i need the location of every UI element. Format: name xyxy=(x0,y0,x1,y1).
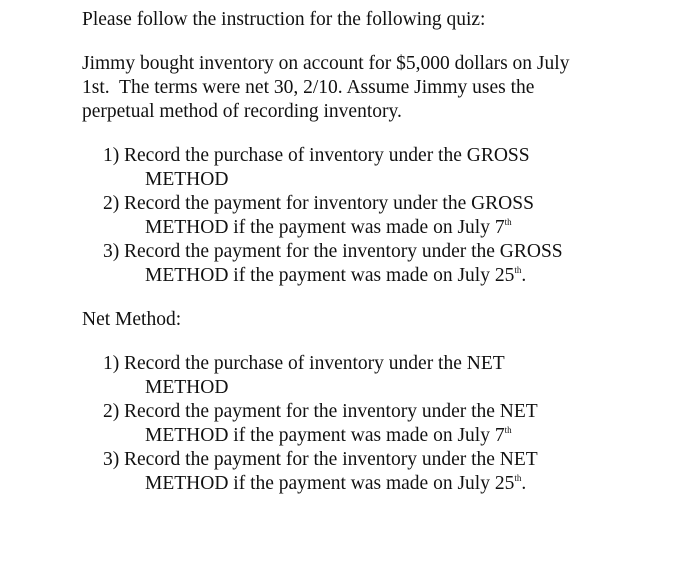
item-number: 3) xyxy=(103,449,120,470)
item-text-line: Record the payment for the inventory under the GROSS xyxy=(124,241,563,262)
item-text-line: Record the payment for the inventory under the NET xyxy=(124,449,538,470)
scenario-line: Jimmy bought inventory on account for $5,000 dollars on July xyxy=(82,53,570,74)
ordinal-suffix: th xyxy=(514,473,522,483)
item-text-line: METHOD xyxy=(145,377,229,398)
item-number: 2) xyxy=(103,193,120,214)
ordinal-suffix: th xyxy=(504,425,512,435)
item-number: 2) xyxy=(103,401,120,422)
list-item xyxy=(82,192,682,240)
item-text: METHOD if the payment was made on July 7 xyxy=(145,217,505,238)
ordinal-suffix: th xyxy=(514,265,522,275)
item-text-line xyxy=(124,264,682,288)
item-text-line: Record the purchase of inventory under the NET xyxy=(124,353,505,374)
item-text-line: Record the purchase of inventory under the GROSS xyxy=(124,145,530,166)
item-number: 1) xyxy=(103,145,120,166)
spacer xyxy=(82,288,682,308)
item-text-line xyxy=(124,216,682,240)
list-item xyxy=(82,400,682,448)
intro-text: Please follow the instruction for the following quiz: xyxy=(82,9,486,30)
item-text-line xyxy=(124,472,682,496)
item-text-line: Record the payment for inventory under the GROSS xyxy=(124,193,534,214)
spacer xyxy=(82,332,682,352)
ordinal-suffix: th xyxy=(504,217,512,227)
item-number: 3) xyxy=(103,241,120,262)
list-item xyxy=(82,240,682,288)
item-number: 1) xyxy=(103,353,120,374)
list-item xyxy=(82,448,682,496)
net-method-list xyxy=(82,352,682,496)
item-text: METHOD if the payment was made on July 7 xyxy=(145,425,505,446)
item-text: METHOD if the payment was made on July 25 xyxy=(145,265,515,286)
list-item xyxy=(82,144,682,192)
net-method-heading: Net Method: xyxy=(82,309,182,330)
quiz-document xyxy=(82,8,682,496)
item-text-line: Record the payment for the inventory under the NET xyxy=(124,401,538,422)
scenario-line: 1st. The terms were net 30, 2/10. Assume Jimmy uses the xyxy=(82,77,535,98)
list-item xyxy=(82,352,682,400)
item-text-line: METHOD xyxy=(145,169,229,190)
spacer xyxy=(82,32,682,52)
item-text-tail: . xyxy=(521,265,527,286)
item-text-tail: . xyxy=(521,473,527,494)
scenario-line: perpetual method of recording inventory. xyxy=(82,101,402,122)
scenario-paragraph xyxy=(82,52,682,124)
gross-method-list xyxy=(82,144,682,288)
spacer xyxy=(82,124,682,144)
item-text-line xyxy=(124,424,682,448)
item-text: METHOD if the payment was made on July 25 xyxy=(145,473,515,494)
